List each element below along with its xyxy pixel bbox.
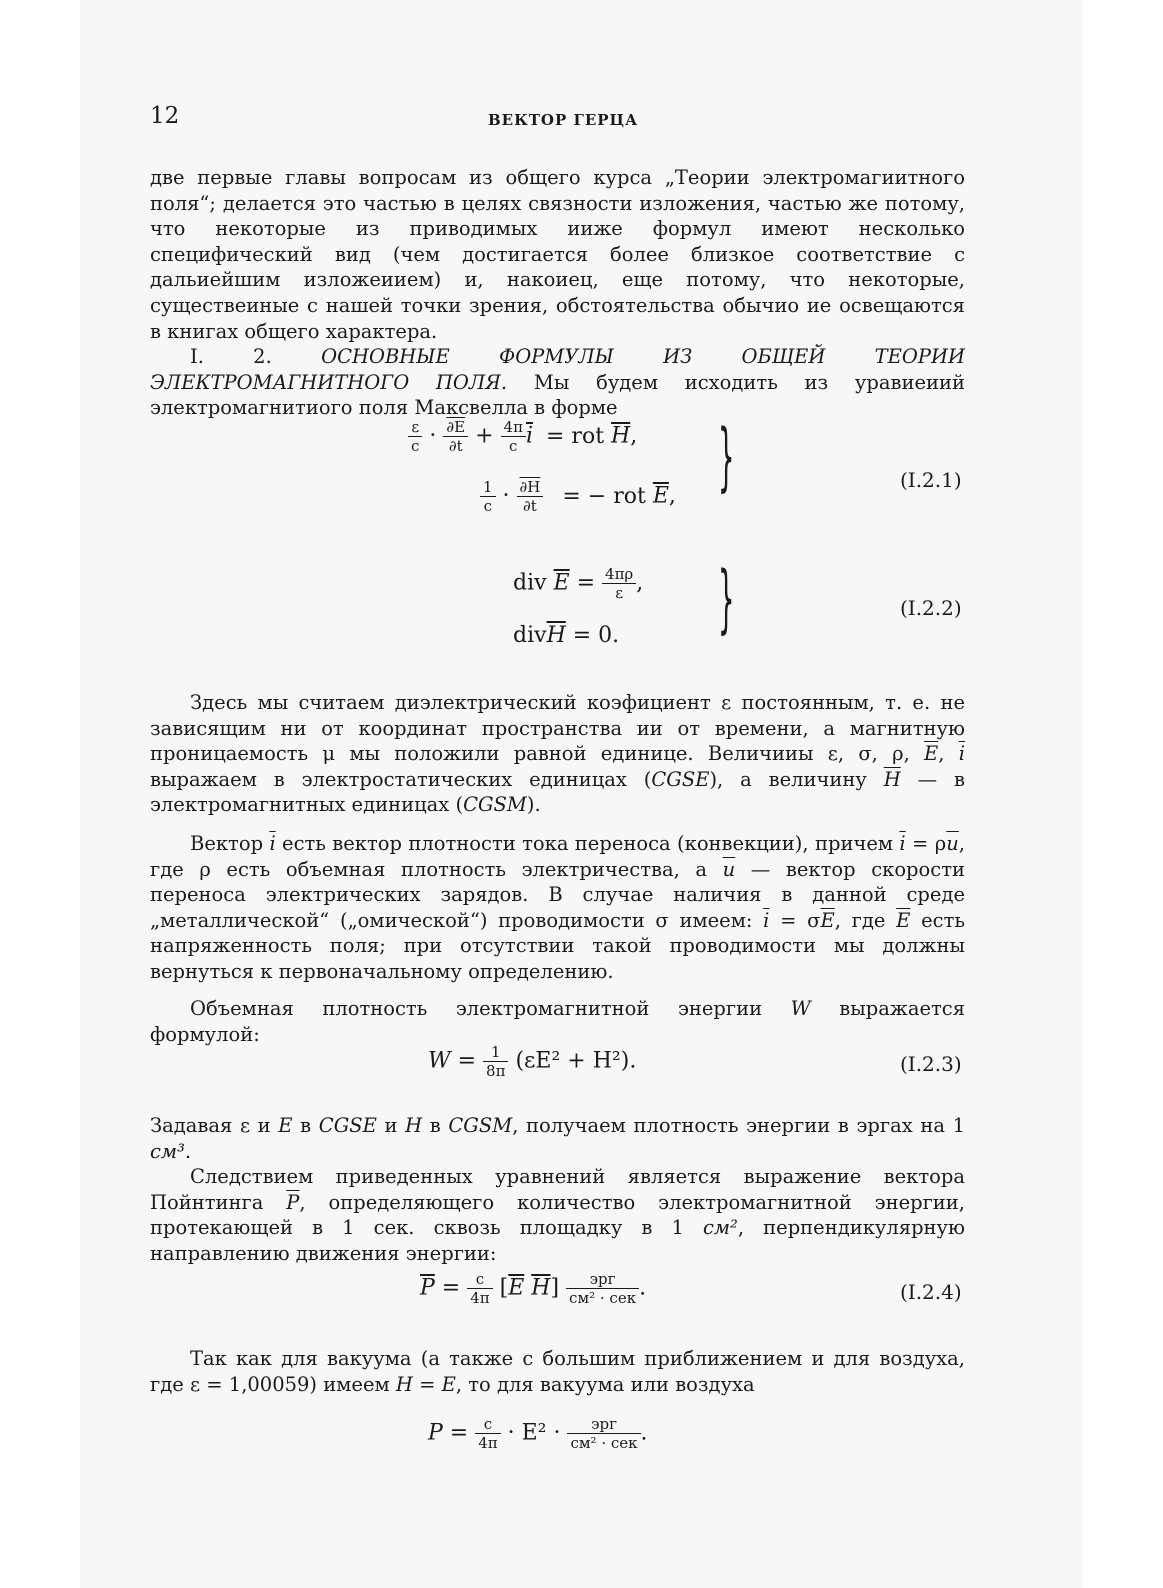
equation-poynting: $\overline{P}$ = $\frac{c}{4\pi}$ [$\overline{E}$ $\overline{H}$] $\frac{\text{эрг}}{\text{см² · сек}}$ .	[420, 1270, 647, 1307]
paragraph-dielectric: Здесь мы считаем диэлектрический коэфициент ε постоянным, т. е. не зависящим ни от координат пространства ии от времени, а магнитную проницаемость μ мы положили равной единице. Величииы ε, σ, ρ, $\overline{E}$, $\overline{i}$ выражаем в электростатических единицах (CGSE), а величину $\overline{H}$ — в электромагнитных единицах (CGSM).	[150, 691, 966, 817]
equation-number: (I.2.1)	[900, 468, 962, 492]
equation-number: (I.2.2)	[900, 596, 962, 620]
paragraph-intro-text: две первые главы вопросам из общего курса „Теории электромагиитного поля“; делается это частью в целях связности изложения, частью же потому, что некоторые из приводимых ииже формул имеют несколько специфический вид (чем достигается более близкое соответствие с дальиейшим изложеиием) и, накоиец, еще потому, что некоторые, существеиные с нашей точки зрения, обстоятельства обычио ие освещаются в книгах общего характера.	[150, 166, 965, 343]
equation-number: (I.2.4)	[900, 1280, 962, 1304]
page-number: 12	[150, 103, 180, 129]
equation-divergence-2: $div\overline{H} = 0$.	[513, 623, 620, 648]
equation-maxwell-2: $\frac{1}{c}$ · $\frac{\partial H}{\partial t}$ = − rot $\overline{E}$,	[480, 478, 676, 515]
fraction: $\frac{\partial E}{\partial t}$	[443, 418, 468, 455]
fraction: $\frac{\varepsilon}{c}$	[408, 418, 422, 455]
equation-energy: W = $\frac{1}{8\pi}$ (εE² + H²).	[428, 1043, 637, 1080]
section-text: Мы будем исходить из уравиеиий электромагнитиого поля Максвелла в форме	[150, 370, 965, 420]
equation-divergence-1: div $\overline{E}$ = $\frac{4\pi\rho}{\varepsilon}$ ,	[513, 565, 644, 602]
equation-vacuum-poynting: P = $\frac{c}{4\pi}$ · E² · $\frac{\text{эрг}}{\text{см² · сек}}$ .	[428, 1415, 648, 1452]
running-title: ВЕКТОР ГЕРЦА	[488, 111, 639, 129]
fraction: $\frac{1}{8\pi}$	[483, 1043, 508, 1080]
paragraph-poynting: Следствием приведенных уравнений является выражение вектора Пойнтинга $\overline{P}$, определяющего количество электромагнитной энергии, протекающей в 1 сек. сквозь площадку в 1 см², перпендикулярную направлению движения энергии:	[150, 1165, 966, 1265]
fraction: $\frac{4\pi\rho}{\varepsilon}$	[602, 565, 636, 602]
fraction: $\frac{c}{4\pi}$	[467, 1270, 492, 1307]
equation-maxwell-1: $\frac{\varepsilon}{c}$ · $\frac{\partial E}{\partial t}$ + $\frac{4\pi}{c}$ $\overline{i}$ = rot $\overline{H}$,	[408, 418, 637, 455]
paragraph-energy-density: Объемная плотность электромагнитной энергии W выражается формулой:	[150, 997, 965, 1046]
fraction: $\frac{\partial H}{\partial t}$	[517, 478, 544, 515]
fraction: $\frac{\text{эрг}}{\text{см² · сек}}$	[566, 1270, 639, 1307]
paragraph-current-vector: Вектор $\overline{i}$ есть вектор плотности тока переноса (конвекции), причем $\overline{i} = \rho\overline{u}$, где ρ есть объемная плотность электричества, а $\overline{u}$ — вектор скорости переноса электрических зарядов. В случае наличия в данной среде „металлической“ („омической“) проводимости σ имеем: $\overline{i} = \sigma\overline{E}$, где $\overline{E}$ есть напряженность поля; при отсутствии такой проводимости мы должны вернуться к первоначальному определению.	[150, 832, 965, 983]
right-brace: }	[718, 414, 735, 500]
section-title: ОСНОВНЫЕ ФОРМУЛЫ ИЗ ОБЩЕЙ ТЕОРИИ ЭЛЕКТРОМАГНИТНОГО ПОЛЯ.	[150, 345, 965, 394]
equation-number: (I.2.3)	[900, 1052, 962, 1076]
right-brace: }	[718, 556, 735, 642]
section-number: I. 2.	[190, 345, 272, 368]
fraction: $\frac{c}{4\pi}$	[475, 1415, 500, 1452]
section-heading	[150, 344, 965, 421]
paragraph-intro	[150, 165, 965, 344]
fraction: $\frac{\text{эрг}}{\text{см² · сек}}$	[567, 1415, 640, 1452]
fraction: $\frac{1}{c}$	[480, 478, 496, 515]
fraction: $\frac{4\pi}{c}$	[501, 418, 526, 455]
paragraph-units: Задавая ε и E в CGSE и H в CGSM, получаем плотность энергии в эргах на 1 см³.	[150, 1114, 965, 1163]
paragraph-vacuum: Так как для вакуума (а также с большим приближением и для воздуха, где ε = 1,00059) имеем H = E, то для вакуума или воздуха	[150, 1347, 965, 1396]
